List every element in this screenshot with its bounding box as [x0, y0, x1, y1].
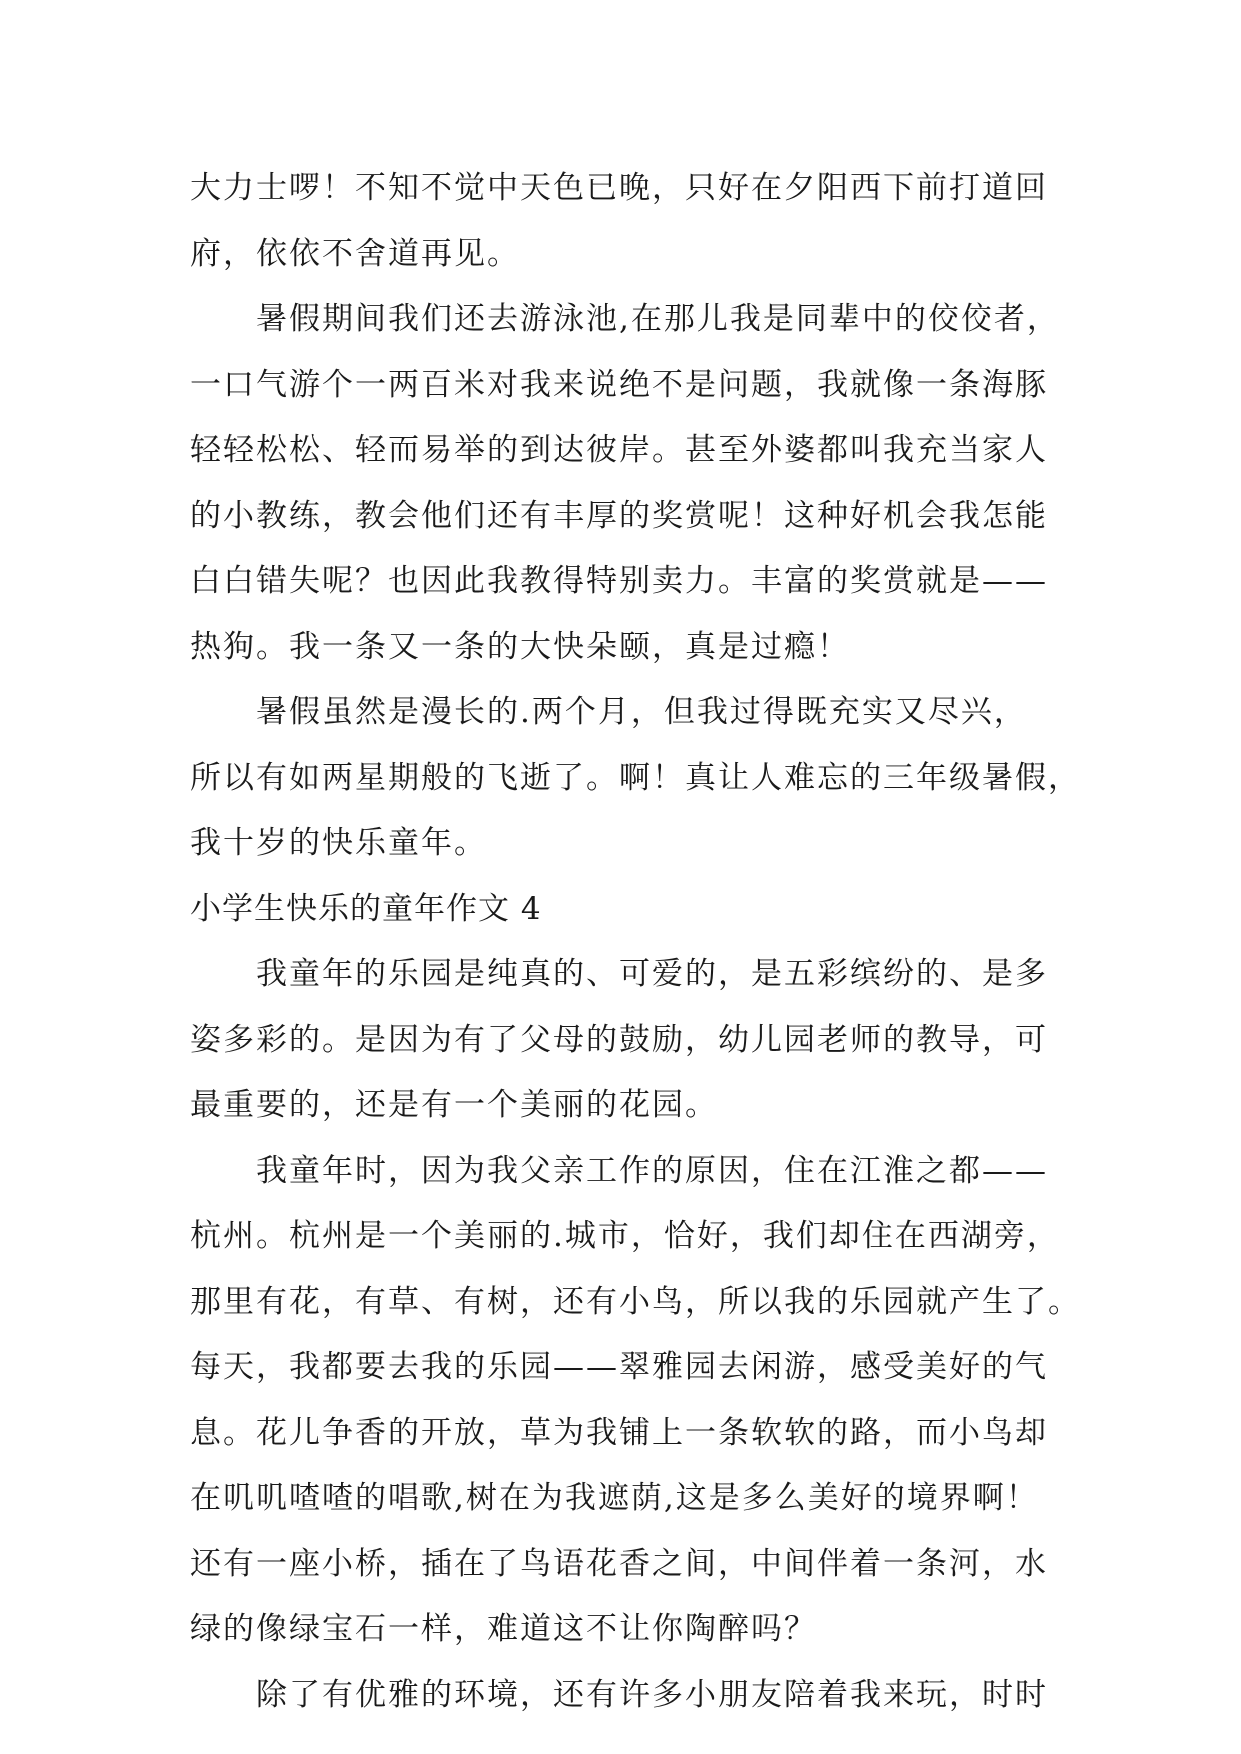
- text-line: 姿多彩的。是因为有了父母的鼓励，幼儿园老师的教导，可: [190, 1021, 1048, 1058]
- paragraph-start-line: 暑假虽然是漫长的.两个月，但我过得既充实又尽兴，: [256, 694, 1027, 730]
- paragraph-start-line: 我童年的乐园是纯真的、可爱的，是五彩缤纷的、是多: [256, 956, 1048, 992]
- text-line: 的小教练，教会他们还有丰厚的奖赏呢！这种好机会我怎能: [190, 497, 1048, 534]
- paragraph-start-line: 暑假期间我们还去游泳池,在那儿我是同辈中的佼佼者，: [256, 301, 1060, 337]
- text-line: 一口气游个一两百米对我来说绝不是问题，我就像一条海豚: [190, 366, 1048, 403]
- text-line: 在叽叽喳喳的唱歌,树在为我遮荫,这是多么美好的境界啊！: [190, 1480, 1039, 1516]
- text-line: 每天，我都要去我的乐园——翠雅园去闲游，感受美好的气: [190, 1349, 1048, 1385]
- paragraph-start-line: 除了有优雅的环境，还有许多小朋友陪着我来玩，时时: [256, 1676, 1048, 1713]
- text-line: 大力士啰！不知不觉中天色已晚，只好在夕阳西下前打道回: [190, 170, 1048, 206]
- paragraph-start-line: 我童年时，因为我父亲工作的原因，住在江淮之都——: [256, 1152, 1048, 1189]
- text-line: 息。花儿争香的开放，草为我铺上一条软软的路，而小鸟却: [190, 1414, 1048, 1451]
- text-line: 那里有花，有草、有树，还有小鸟，所以我的乐园就产生了。: [190, 1283, 1081, 1320]
- text-line: 最重要的，还是有一个美丽的花园。: [190, 1087, 718, 1123]
- text-line: 热狗。我一条又一条的大快朵颐，真是过瘾！: [190, 628, 850, 665]
- section-heading: 小学生快乐的童年作文 4: [190, 890, 542, 927]
- text-line: 我十岁的快乐童年。: [190, 825, 487, 861]
- text-line: 杭州。杭州是一个美丽的.城市，恰好，我们却住在西湖旁，: [190, 1218, 1060, 1254]
- document-body: [190, 156, 1090, 1728]
- text-line: 轻轻松松、轻而易举的到达彼岸。甚至外婆都叫我充当家人: [190, 432, 1048, 468]
- text-line: 绿的像绿宝石一样，难道这不让你陶醉吗？: [190, 1611, 817, 1647]
- text-line: 还有一座小桥，插在了鸟语花香之间，中间伴着一条河，水: [190, 1545, 1048, 1582]
- text-line: 所以有如两星期般的飞逝了。啊！真让人难忘的三年级暑假，: [190, 759, 1081, 796]
- text-line: 府，依依不舍道再见。: [190, 235, 520, 272]
- text-line: 白白错失呢？也因此我教得特别卖力。丰富的奖赏就是——: [190, 563, 1048, 599]
